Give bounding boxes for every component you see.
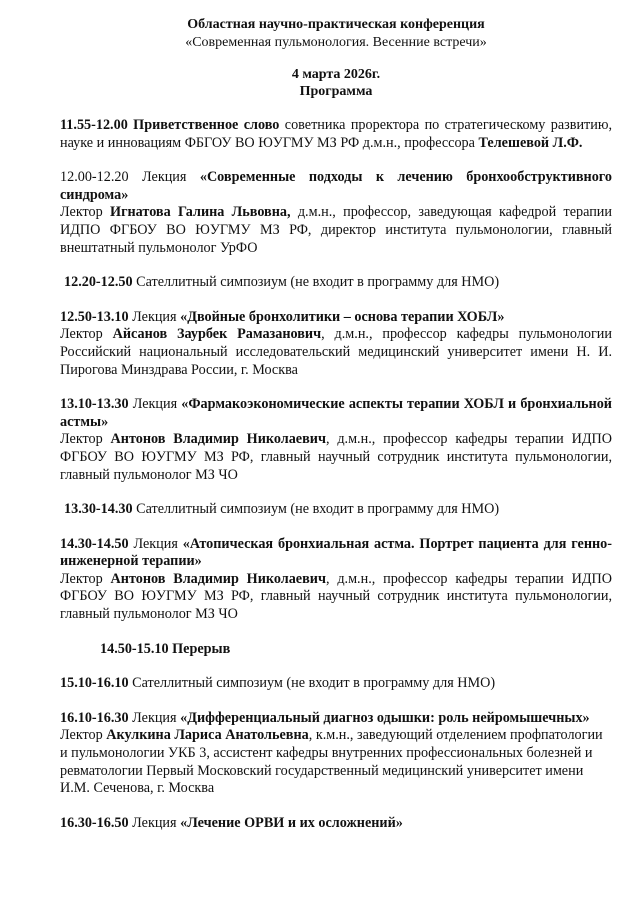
program-item [60,274,612,292]
item-details: д.м.н., профессор, заведующая кафедрой терапии ИДПО ФГБОУ ВО ЮУГМУ МЗ РФ, директор института пульмонологии, главный внештатный пульмонолог УрФО [60,204,612,256]
item-details: , к.м.н., заведующий отделением профпатологии и пульмонологии УКБ 3, ассистент кафедры внутренних профессиональных болезней и ревматологии Первый Московский государственный медицинский университет имени И.М. Сеченова, г. Москва [60,727,603,797]
item-title: «Двойные бронхолитики – основа терапии ХОБЛ» [180,308,505,325]
item-title: «Атопическая бронхиальная астма. Портрет пациента для генно- инженерной терапии» [60,535,612,570]
program-item [60,501,612,519]
item-speaker: Антонов Владимир Николаевич [110,570,326,587]
item-details: , д.м.н., профессор кафедры терапии ИДПО ФГБОУ ВО ЮУГМУ МЗ РФ, главный научный сотрудник института пульмонологии, главный пульмонолог МЗ ЧО [60,431,612,483]
program-item [60,675,612,693]
lector-label: Лектор [60,326,113,343]
item-kind: Лекция [128,308,181,325]
item-time: 12.20-12.50 [64,274,133,291]
conference-date: 4 марта 2026г. [291,67,381,82]
item-details: , д.м.н., профессор кафедры терапии ИДПО ФГБОУ ВО ЮУГМУ МЗ РФ, главный научный сотрудник института пульмонологии, главный пульмонолог МЗ ЧО [60,570,612,623]
item-time: 14.50-15.10 [100,640,169,657]
program-item [60,309,612,379]
program-item [60,536,612,624]
program-item [60,710,612,798]
item-kind: Лекция [128,396,182,413]
item-title: «Лечение ОРВИ и их осложнений» [180,814,403,831]
date-block [60,66,612,100]
lector-label: Лектор [60,431,111,448]
program-item [60,815,612,833]
program-heading: Программа [299,84,373,99]
item-kind: Лекция [128,709,181,726]
program-item [60,169,612,257]
program-item [60,396,612,484]
item-details: , д.м.н., профессор кафедры пульмонологии Российский национальный исследовательский медицинский университет имени Н. И. Пирогова Минздрава России, г. Москва [60,326,612,378]
item-speaker: Игнатова Галина Львовна, [110,204,291,221]
conference-subtitle: «Современная пульмонология. Весенние встречи» [185,35,487,50]
item-text: советника проректора по стратегическому развитию, науке и инновациям ФБГОУ ВО ЮУГМУ МЗ РФ д.м.н., профессора [60,117,613,151]
item-time: 16.30-16.50 [60,814,129,831]
item-title: «Дифференциальный диагноз одышки: роль нейромышечных» [180,709,590,726]
item-time: 15.10-16.10 [60,675,129,692]
program-item [60,641,612,659]
program-item [60,117,612,152]
item-speaker: Телешевой Л.Ф. [478,134,583,151]
lector-label: Лектор [60,204,111,221]
document-header [60,16,612,52]
item-speaker: Акулкина Лариса Анатольевна [106,727,309,744]
lector-label: Лектор [60,727,107,744]
item-speaker: Антонов Владимир Николаевич [110,431,326,448]
item-kind: Лекция [128,814,181,831]
item-kind: Лекция [128,169,200,186]
item-time: 12.00-12.20 [60,169,129,186]
item-time: 13.30-14.30 [64,501,133,518]
item-time: 14.30-14.50 [60,535,129,552]
item-time: 16.10-16.30 [60,709,129,726]
item-text: Сателлитный симпозиум (не входит в программу для НМО) [132,501,500,518]
item-text: Сателлитный симпозиум (не входит в программу для НМО) [132,274,500,291]
item-kind: Лекция [128,535,183,552]
item-title: Приветственное слово [127,117,280,133]
item-time: 13.10-13.30 [60,396,129,413]
lector-label: Лектор [60,570,111,587]
item-text: Сателлитный симпозиум (не входит в программу для НМО) [128,675,496,692]
item-time: 12.50-13.10 [60,308,129,325]
item-time: 11.55-12.00 [60,117,128,133]
item-speaker: Айсанов Заурбек Рамазанович [112,326,322,343]
item-title: «Современные подходы к лечению бронхообструктивного синдрома» [60,169,612,203]
conference-name: Областная научно-практическая конференция [187,17,485,32]
item-text: Перерыв [168,640,231,657]
item-title: «Фармакоэкономические аспекты терапии ХОБЛ и бронхиальной астмы» [60,396,612,430]
